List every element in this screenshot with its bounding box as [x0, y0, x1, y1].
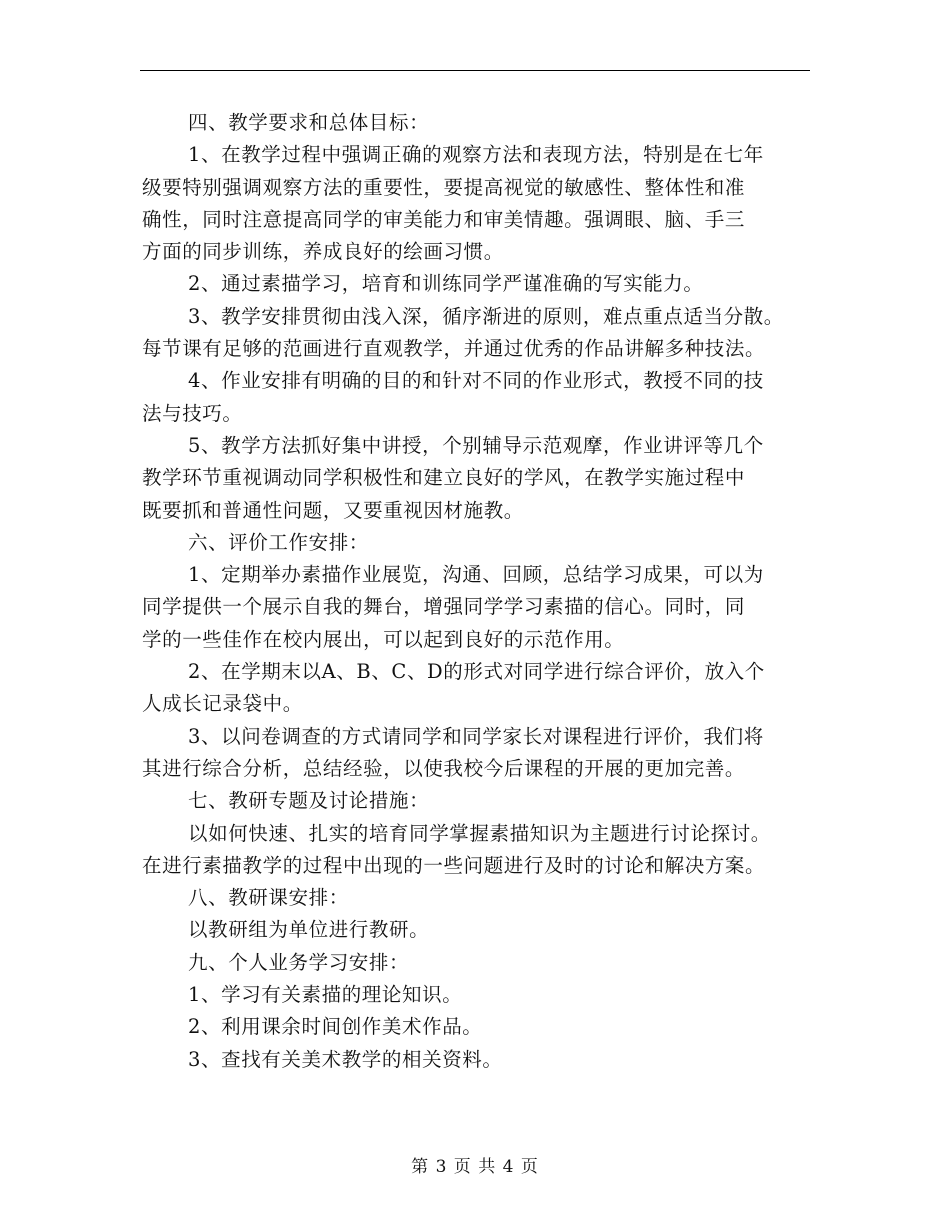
paragraph-line: 1、在教学过程中强调正确的观察方法和表现方法，特别是在七年	[188, 143, 764, 167]
paragraph-line: 级要特别强调观察方法的重要性，要提高视觉的敏感性、整体性和准	[142, 175, 746, 199]
paragraph-line: 2、通过素描学习，培育和训练同学严谨准确的写实能力。	[188, 272, 704, 296]
paragraph-line: 3、以问卷调查的方式请同学和同学家长对课程进行评价，我们将	[188, 724, 764, 748]
paragraph-line: 2、利用课余时间创作美术作品。	[188, 1015, 483, 1039]
paragraph-line: 既要抓和普通性问题，又要重视因材施教。	[142, 498, 524, 522]
paragraph-line: 3、教学安排贯彻由浅入深，循序渐进的原则，难点重点适当分散。	[188, 304, 784, 328]
paragraph-line: 人成长记录袋中。	[142, 692, 303, 716]
paragraph-line: 同学提供一个展示自我的舞台，增强同学学习素描的信心。同时，同	[142, 595, 746, 619]
paragraph-line: 1、学习有关素描的理论知识。	[188, 983, 463, 1007]
paragraph-line: 七、教研专题及讨论措施：	[188, 789, 430, 813]
paragraph-line: 5、教学方法抓好集中讲授，个别辅导示范观摩，作业讲评等几个	[188, 433, 764, 457]
paragraph-line: 法与技巧。	[142, 401, 243, 425]
paragraph-line: 每节课有足够的范画进行直观教学，并通过优秀的作品讲解多种技法。	[142, 337, 766, 361]
paragraph-line: 1、定期举办素描作业展览，沟通、回顾，总结学习成果，可以为	[188, 563, 764, 587]
paragraph-line: 学的一些佳作在校内展出，可以起到良好的示范作用。	[142, 627, 625, 651]
header-rule	[140, 70, 810, 71]
paragraph-line: 教学环节重视调动同学积极性和建立良好的学风，在教学实施过程中	[142, 466, 746, 490]
paragraph-line: 3、查找有关美术教学的相关资料。	[188, 1047, 503, 1071]
page-number: 第 3 页 共 4 页	[411, 1157, 539, 1177]
paragraph-line: 2、在学期末以A、B、C、D的形式对同学进行综合评价，放入个	[188, 660, 765, 684]
paragraph-line: 方面的同步训练，养成良好的绘画习惯。	[142, 240, 504, 264]
paragraph-line: 九、个人业务学习安排：	[188, 950, 410, 974]
paragraph-line: 四、教学要求和总体目标：	[188, 111, 430, 134]
paragraph-line: 其进行综合分析，总结经验，以使我校今后课程的开展的更加完善。	[142, 756, 746, 780]
paragraph-line: 确性，同时注意提高同学的审美能力和审美情趣。强调眼、脑、手三	[142, 207, 746, 231]
paragraph-line: 以如何快速、扎实的培育同学掌握素描知识为主题进行讨论探讨。	[188, 821, 771, 845]
paragraph-line: 在进行素描教学的过程中出现的一些问题进行及时的讨论和解决方案。	[142, 853, 766, 877]
paragraph-line: 八、教研课安排：	[188, 886, 349, 910]
paragraph-line: 以教研组为单位进行教研。	[188, 918, 430, 942]
paragraph-line: 六、评价工作安排：	[188, 530, 369, 554]
document-body	[142, 107, 822, 1076]
paragraph-line: 4、作业安排有明确的目的和针对不同的作业形式，教授不同的技	[188, 369, 764, 393]
